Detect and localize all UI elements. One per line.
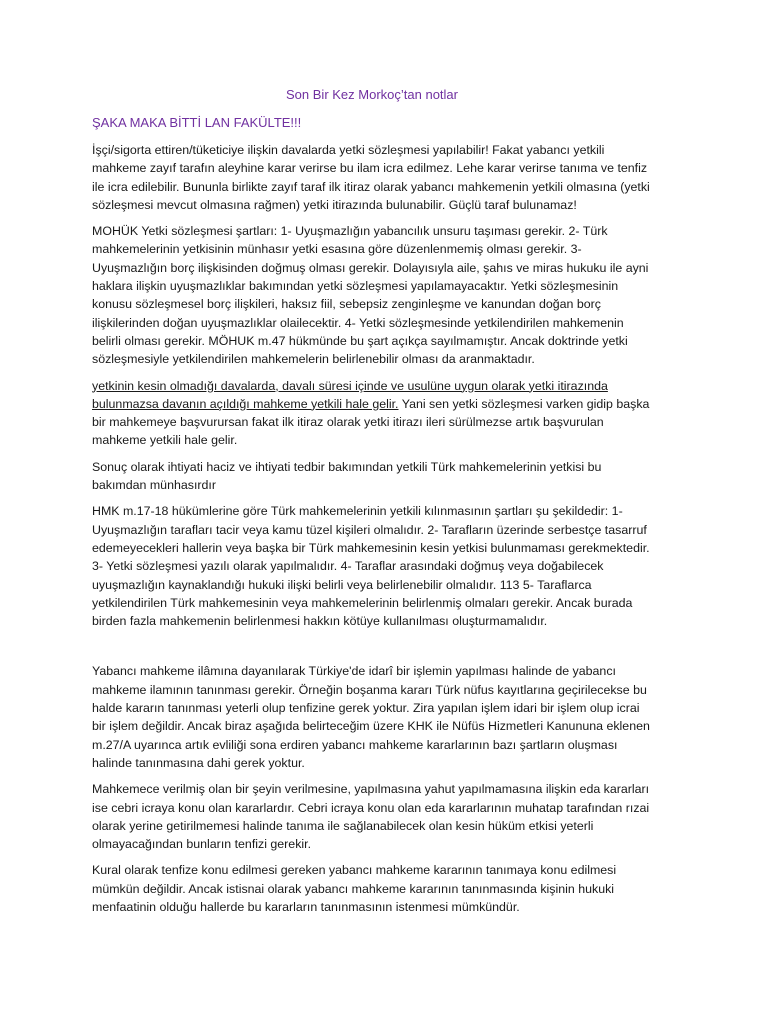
underlined-sentence: yetkinin kesin olmadığı davalarda, davalı süresi içinde ve usulüne uygun olarak yetki itirazında bulunmazsa davanın açıldığı mahkeme yetkili hale gelir. <box>92 378 608 411</box>
paragraph-8: Kural olarak tenfize konu edilmesi gereken yabancı mahkeme kararının tanımaya konu edilmesi mümkün değildir. Ancak istisnai olarak yabancı mahkeme kararının tanınmasında kişinin hukuki menfaatinin olduğu hallerde bu kararların tanınmasının istenmesi mümkündür. <box>92 863 617 914</box>
paragraph-3-rest: Yani sen yetki sözleşmesi varken gidip başka bir mahkemeye başvurursan fakat ilk itiraz olarak yetki itirazı ileri sürülmezse artık başvurulan mahkeme yetkili hale gelir. <box>92 396 650 448</box>
paragraph-1: İşçi/sigorta ettiren/tüketiciye ilişkin davalarda yetki sözleşmesi yapılabilir! Fakat yabancı yetkili mahkeme zayıf tarafın aleyhine karar verirse bu ilam icra edilmez. Lehe karar verirse tanıma ve tenfiz ile icra edilebilir. Bununla birlikte zayıf taraf ilk itiraz olarak yabancı mahkemenin yetkili olmasına (yetki sözleşmesi mevcut olmasına rağmen) yetki itirazında bulunabilir. Güçlü taraf bulunamaz! <box>92 143 650 212</box>
document-page <box>92 86 652 924</box>
paragraph-3 <box>92 377 652 450</box>
paragraph-5: HMK m.17-18 hükümlerine göre Türk mahkemelerinin yetkili kılınmasının şartları şu şekildedir: 1- Uyuşmazlığın tarafları tacir veya kamu tüzel kişileri olmalıdır. 2- Tarafların üzerinde serbestçe tasarruf edemeyecekleri hallerin veya başka bir Türk mahkemesinin kesin yetkisi bulunmaması gerekmektedir. 3- Yetki sözleşmesi yazılı olarak yapılmalıdır. 4- Taraflar arasındaki doğmuş veya doğabilecek uyuşmazlığın kaynaklandığı hukuki ilişki belirli veya belirlenebilir olmalıdır. 113 5- Taraflarca yetkilendirilen Türk mahkemesinin veya mahkemelerinin belirlenmiş olmaları gerekir. Ancak burada birden fazla mahkemenin belirlenmesi hakkın kötüye kullanılması oluşturmamalıdır. <box>92 504 650 629</box>
paragraph-4: Sonuç olarak ihtiyati haciz ve ihtiyati tedbir bakımından yetkili Türk mahkemelerinin yetkisi bu bakımdan münhasırdır <box>92 459 602 493</box>
paragraph-6: Yabancı mahkeme ilâmına dayanılarak Türkiye'de idarî bir işlemin yapılması halinde de yabancı mahkeme ilamının tanınması gerekir. Örneğin boşanma kararı Türk nüfus kayıtlarına geçirilecekse bu halde kararın tanınması yeterli olup tenfizine gerek yoktur. Zira yapılan işlem idari bir işlem olup icrai bir işlem değildir. Ancak biraz aşağıda belirteceğim üzere KHK ile Nüfüs Hizmetleri Kanununa eklenen m.27/A uyarınca artık evliliği sona erdiren yabancı mahkeme kararlarının bazı şartların oluşması halinde tanınmasına dahi gerek yoktur. <box>92 664 650 770</box>
document-title: Son Bir Kez Morkoç’tan notlar <box>286 87 458 102</box>
paragraph-7: Mahkemece verilmiş olan bir şeyin verilmesine, yapılmasına yahut yapılmamasına ilişkin eda kararları ise cebri icraya konu olan kararlardır. Cebri icraya konu olan eda kararlarının muhatap tarafından rızai olarak yerine getirilmemesi halinde tanıma ile sağlanabilecek olan kesin hüküm etkisi yeterli olmayacağından bunların tenfizi gerekir. <box>92 782 650 852</box>
paragraph-2: MOHÜK Yetki sözleşmesi şartları: 1- Uyuşmazlığın yabancılık unsuru taşıması gerekir. 2- Türk mahkemelerinin yetkisinin münhasır yetki esasına göre düzenlenmemiş olması gerekir. 3- Uyuşmazlığın borç ilişkisinden doğmuş olması gerekir. Dolayısıyla aile, şahıs ve miras hukuku ile ayni haklara ilişkin uyuşmazlıklar bakımından yetki sözleşmesi yapılamayacaktır. Yetki sözleşmesinin konusu sözleşmesel borç ilişkileri, haksız fiil, sebepsiz zenginleşme ve kanundan doğan borç ilişkilerinden doğan uyuşmazlıklar olailecektir. 4- Yetki sözleşmesinde yetkilendirilen mahkemenin belirli olması gerekir. MÖHUK m.47 hükmünde bu şart açıkça sayılmamıştır. Ancak doktrinde yetki sözleşmesiyle yetkilendirilen mahkemelerin belirlenebilir olması da aranmaktadır. <box>92 224 649 367</box>
document-subtitle: ŞAKA MAKA BİTTİ LAN FAKÜLTE!!! <box>92 115 302 130</box>
